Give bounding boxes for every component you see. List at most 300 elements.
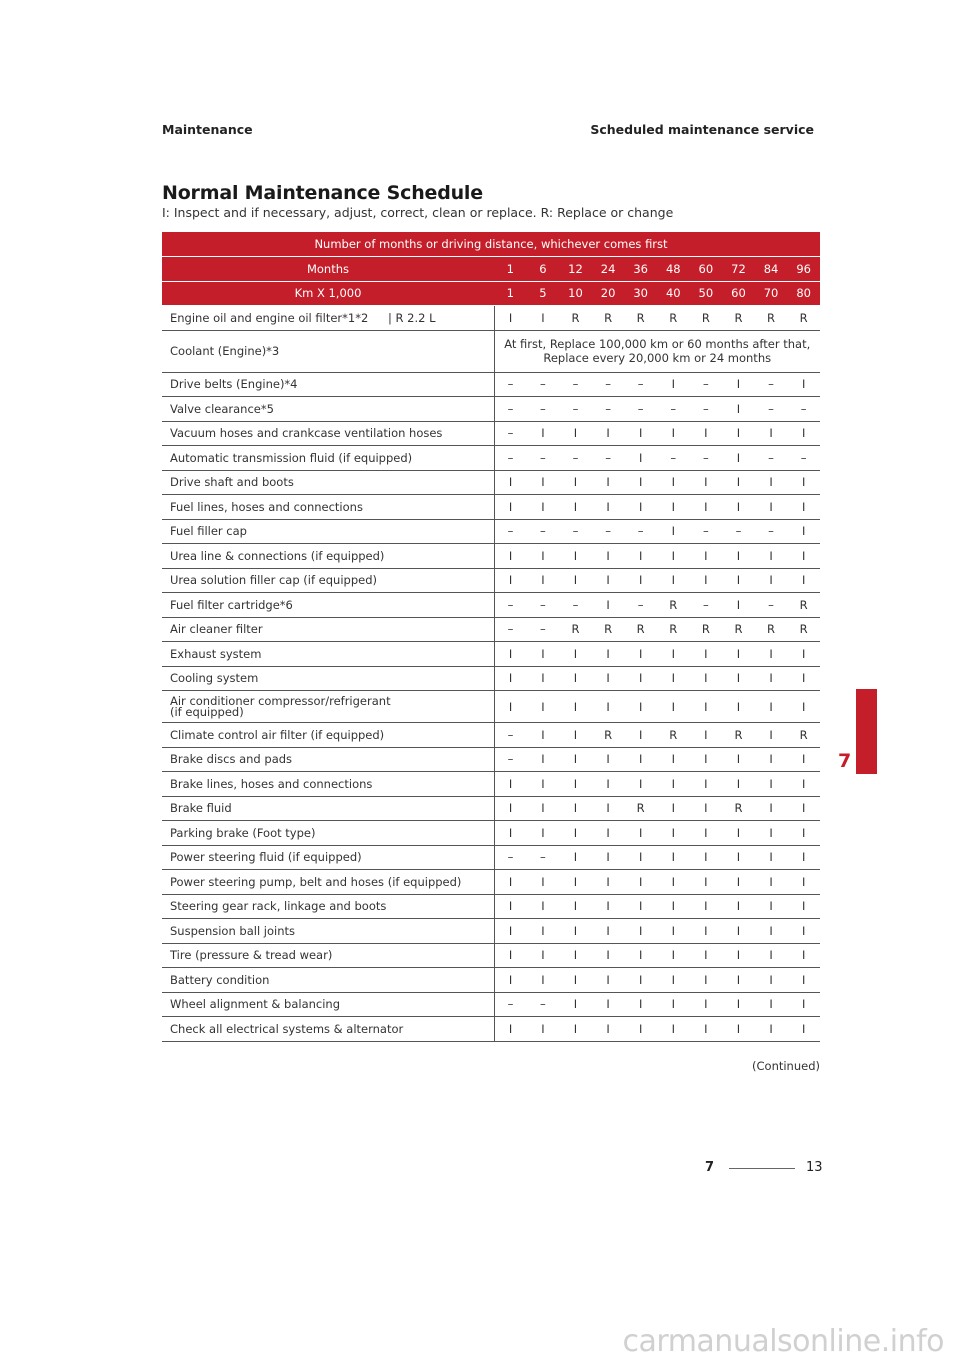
table-row <box>162 642 820 667</box>
schedule-cell: – <box>624 397 657 422</box>
schedule-cell: I <box>527 919 560 944</box>
schedule-cell: I <box>755 642 788 667</box>
schedule-cell: – <box>624 519 657 544</box>
schedule-cell: I <box>755 1017 788 1042</box>
schedule-cell: I <box>592 593 625 618</box>
continued-note: (Continued) <box>752 1059 820 1073</box>
schedule-cell: I <box>592 796 625 821</box>
schedule-cell: I <box>690 919 723 944</box>
item-cell: Fuel lines, hoses and connections <box>162 495 494 520</box>
schedule-cell: I <box>592 666 625 691</box>
schedule-cell: – <box>559 593 592 618</box>
schedule-cell: I <box>657 421 690 446</box>
schedule-cell: I <box>657 772 690 797</box>
schedule-cell: – <box>494 397 527 422</box>
schedule-cell: I <box>494 470 527 495</box>
schedule-cell: I <box>755 968 788 993</box>
months-value: 84 <box>755 257 788 282</box>
schedule-cell: I <box>527 495 560 520</box>
schedule-cell: – <box>755 397 788 422</box>
schedule-cell: – <box>592 397 625 422</box>
schedule-cell: I <box>722 544 755 569</box>
schedule-cell: I <box>690 495 723 520</box>
schedule-cell: I <box>559 723 592 748</box>
item-cell: Brake fluid <box>162 796 494 821</box>
schedule-cell: – <box>527 593 560 618</box>
banner-cell: Number of months or driving distance, whichever comes first <box>162 232 820 257</box>
schedule-cell: I <box>494 919 527 944</box>
schedule-cell: I <box>690 968 723 993</box>
schedule-cell: – <box>624 593 657 618</box>
table-row <box>162 617 820 642</box>
km-value: 5 <box>527 281 560 306</box>
schedule-cell: I <box>494 894 527 919</box>
running-header-section: Maintenance <box>162 122 253 137</box>
schedule-cell: – <box>494 421 527 446</box>
item-cell: Drive belts (Engine)*4 <box>162 372 494 397</box>
schedule-cell: I <box>624 495 657 520</box>
schedule-cell: I <box>722 568 755 593</box>
item-cell: Coolant (Engine)*3 <box>162 330 494 372</box>
schedule-cell: I <box>527 568 560 593</box>
schedule-cell: I <box>592 992 625 1017</box>
schedule-cell: I <box>559 568 592 593</box>
schedule-cell: I <box>755 723 788 748</box>
schedule-cell: I <box>657 845 690 870</box>
schedule-cell: – <box>592 519 625 544</box>
schedule-cell: I <box>690 747 723 772</box>
schedule-cell: I <box>527 421 560 446</box>
schedule-cell: I <box>690 821 723 846</box>
schedule-cell: – <box>494 593 527 618</box>
schedule-cell: I <box>592 943 625 968</box>
schedule-cell: I <box>592 1017 625 1042</box>
schedule-cell: – <box>494 845 527 870</box>
schedule-cell: I <box>755 691 788 723</box>
schedule-cell: I <box>624 691 657 723</box>
schedule-cell: I <box>787 894 820 919</box>
schedule-cell: I <box>624 894 657 919</box>
schedule-cell: – <box>690 519 723 544</box>
schedule-cell: I <box>722 421 755 446</box>
table-row <box>162 544 820 569</box>
schedule-cell: – <box>755 372 788 397</box>
footer-chapter: 7 <box>705 1160 715 1175</box>
table-row <box>162 568 820 593</box>
schedule-cell: I <box>690 894 723 919</box>
table-row <box>162 1017 820 1042</box>
schedule-cell: I <box>787 691 820 723</box>
schedule-cell: I <box>787 919 820 944</box>
schedule-cell: I <box>624 747 657 772</box>
months-value: 72 <box>722 257 755 282</box>
table-row <box>162 666 820 691</box>
schedule-cell: I <box>494 821 527 846</box>
schedule-cell: – <box>690 372 723 397</box>
schedule-cell: I <box>787 568 820 593</box>
schedule-cell: I <box>722 397 755 422</box>
schedule-cell: I <box>527 968 560 993</box>
item-cell: Tire (pressure & tread wear) <box>162 943 494 968</box>
schedule-cell: R <box>787 593 820 618</box>
item-cell: Wheel alignment & balancing <box>162 992 494 1017</box>
coolant-note-line1: At first, Replace 100,000 km or 60 months after that, <box>504 337 811 351</box>
chapter-tab-marker <box>856 689 877 774</box>
item-cell: Automatic transmission fluid (if equipped) <box>162 446 494 471</box>
schedule-cell: I <box>657 919 690 944</box>
months-value: 12 <box>559 257 592 282</box>
table-row <box>162 943 820 968</box>
table-row <box>162 372 820 397</box>
schedule-cell: – <box>494 992 527 1017</box>
schedule-cell: R <box>657 723 690 748</box>
schedule-cell: I <box>592 568 625 593</box>
table-row <box>162 306 820 331</box>
table-row <box>162 446 820 471</box>
schedule-cell: I <box>755 421 788 446</box>
schedule-cell: I <box>722 919 755 944</box>
schedule-cell: I <box>722 446 755 471</box>
schedule-cell: I <box>722 593 755 618</box>
schedule-cell: I <box>494 691 527 723</box>
schedule-cell: – <box>787 446 820 471</box>
schedule-cell: I <box>527 796 560 821</box>
schedule-cell: I <box>527 306 560 331</box>
schedule-cell: I <box>559 470 592 495</box>
table-row <box>162 421 820 446</box>
schedule-cell: I <box>755 772 788 797</box>
item-cell: Fuel filler cap <box>162 519 494 544</box>
schedule-cell: I <box>722 894 755 919</box>
schedule-cell: I <box>592 772 625 797</box>
schedule-cell: I <box>559 968 592 993</box>
schedule-cell: I <box>755 495 788 520</box>
schedule-cell: I <box>722 943 755 968</box>
item-label: Air conditioner compressor/refrigerant <box>170 693 391 708</box>
schedule-cell: I <box>559 870 592 895</box>
schedule-cell: I <box>559 894 592 919</box>
footer-divider <box>729 1168 795 1169</box>
schedule-cell: R <box>722 723 755 748</box>
schedule-cell: I <box>559 821 592 846</box>
schedule-cell: I <box>657 666 690 691</box>
table-row <box>162 397 820 422</box>
schedule-cell: I <box>657 747 690 772</box>
table-row <box>162 845 820 870</box>
schedule-cell: I <box>787 642 820 667</box>
schedule-cell: – <box>657 446 690 471</box>
schedule-cell: R <box>787 306 820 331</box>
banner-row <box>162 232 820 257</box>
schedule-cell: R <box>657 617 690 642</box>
schedule-cell: I <box>722 666 755 691</box>
km-value: 70 <box>755 281 788 306</box>
months-value: 48 <box>657 257 690 282</box>
schedule-cell: I <box>494 642 527 667</box>
schedule-cell: R <box>787 723 820 748</box>
months-value: 36 <box>624 257 657 282</box>
schedule-cell: I <box>690 943 723 968</box>
schedule-cell: I <box>787 1017 820 1042</box>
schedule-cell: I <box>690 544 723 569</box>
schedule-cell: – <box>527 617 560 642</box>
schedule-cell: I <box>494 772 527 797</box>
schedule-cell: I <box>624 772 657 797</box>
km-row <box>162 281 820 306</box>
schedule-cell: – <box>592 372 625 397</box>
schedule-cell: I <box>624 666 657 691</box>
schedule-cell: R <box>624 306 657 331</box>
schedule-cell: I <box>722 968 755 993</box>
schedule-cell: I <box>624 568 657 593</box>
schedule-cell: – <box>559 372 592 397</box>
km-label: Km X 1,000 <box>162 281 494 306</box>
schedule-cell: I <box>787 772 820 797</box>
schedule-cell: I <box>722 747 755 772</box>
schedule-cell: I <box>657 544 690 569</box>
schedule-cell: I <box>559 495 592 520</box>
schedule-cell: I <box>494 796 527 821</box>
schedule-cell: I <box>690 845 723 870</box>
schedule-cell: I <box>527 470 560 495</box>
km-value: 1 <box>494 281 527 306</box>
item-extra-spec: | R 2.2 L <box>388 310 436 325</box>
schedule-cell: I <box>690 642 723 667</box>
schedule-cell: I <box>592 544 625 569</box>
schedule-cell: I <box>787 968 820 993</box>
item-cell <box>162 306 494 331</box>
schedule-cell: I <box>559 421 592 446</box>
schedule-cell: I <box>755 666 788 691</box>
schedule-cell: I <box>494 943 527 968</box>
schedule-cell: I <box>755 544 788 569</box>
schedule-cell: I <box>494 306 527 331</box>
item-cell: Cooling system <box>162 666 494 691</box>
schedule-cell: I <box>624 845 657 870</box>
schedule-cell: R <box>592 306 625 331</box>
table-row <box>162 821 820 846</box>
schedule-cell: – <box>755 593 788 618</box>
schedule-cell: I <box>722 821 755 846</box>
schedule-cell: – <box>657 397 690 422</box>
schedule-cell: I <box>722 870 755 895</box>
schedule-cell: I <box>624 642 657 667</box>
schedule-cell: I <box>559 772 592 797</box>
table-row <box>162 992 820 1017</box>
schedule-cell: I <box>755 470 788 495</box>
schedule-cell: I <box>787 666 820 691</box>
item-cell: Urea line & connections (if equipped) <box>162 544 494 569</box>
schedule-cell: – <box>494 747 527 772</box>
schedule-cell: R <box>690 306 723 331</box>
item-cell: Battery condition <box>162 968 494 993</box>
schedule-cell: I <box>787 519 820 544</box>
schedule-cell: I <box>787 495 820 520</box>
schedule-cell: – <box>527 845 560 870</box>
schedule-cell: – <box>494 617 527 642</box>
schedule-cell: I <box>722 992 755 1017</box>
table-row <box>162 470 820 495</box>
schedule-cell: – <box>755 519 788 544</box>
table-row <box>162 772 820 797</box>
schedule-cell: I <box>755 870 788 895</box>
item-cell: Urea solution filler cap (if equipped) <box>162 568 494 593</box>
schedule-cell: I <box>657 870 690 895</box>
item-cell: Parking brake (Foot type) <box>162 821 494 846</box>
schedule-cell: I <box>559 919 592 944</box>
table-row <box>162 968 820 993</box>
schedule-cell: I <box>787 372 820 397</box>
schedule-cell: I <box>592 894 625 919</box>
running-header-topic: Scheduled maintenance service <box>590 122 814 137</box>
schedule-cell: – <box>494 723 527 748</box>
schedule-cell: R <box>755 306 788 331</box>
schedule-cell: I <box>592 421 625 446</box>
schedule-cell: I <box>657 943 690 968</box>
coolant-note-line2: Replace every 20,000 km or 24 months <box>543 351 772 365</box>
item-cell: Air cleaner filter <box>162 617 494 642</box>
schedule-cell: R <box>624 796 657 821</box>
schedule-cell: – <box>690 397 723 422</box>
schedule-cell: I <box>755 796 788 821</box>
km-value: 80 <box>787 281 820 306</box>
schedule-cell: I <box>722 691 755 723</box>
schedule-cell: I <box>624 870 657 895</box>
schedule-cell: R <box>657 593 690 618</box>
table-row <box>162 330 820 372</box>
schedule-cell: I <box>755 992 788 1017</box>
schedule-cell: – <box>722 519 755 544</box>
table-row <box>162 870 820 895</box>
schedule-cell: I <box>722 772 755 797</box>
table-row <box>162 723 820 748</box>
km-value: 30 <box>624 281 657 306</box>
schedule-cell: I <box>527 544 560 569</box>
schedule-cell: R <box>755 617 788 642</box>
schedule-cell: I <box>787 470 820 495</box>
schedule-cell: I <box>592 968 625 993</box>
schedule-cell: I <box>624 968 657 993</box>
schedule-cell: R <box>559 617 592 642</box>
page-title: Normal Maintenance Schedule <box>162 182 483 204</box>
schedule-cell: I <box>690 796 723 821</box>
table-row <box>162 519 820 544</box>
table-row <box>162 919 820 944</box>
schedule-cell: I <box>787 992 820 1017</box>
schedule-cell: I <box>559 666 592 691</box>
schedule-cell: I <box>755 747 788 772</box>
schedule-cell: – <box>494 372 527 397</box>
schedule-cell: I <box>722 642 755 667</box>
schedule-cell: I <box>494 544 527 569</box>
schedule-cell: I <box>657 568 690 593</box>
schedule-cell: I <box>690 421 723 446</box>
schedule-cell: I <box>494 495 527 520</box>
schedule-cell: I <box>624 544 657 569</box>
table-row <box>162 593 820 618</box>
schedule-cell: – <box>592 446 625 471</box>
schedule-cell: I <box>690 772 723 797</box>
schedule-cell: – <box>690 593 723 618</box>
schedule-cell: – <box>494 519 527 544</box>
schedule-cell: – <box>559 446 592 471</box>
schedule-cell: I <box>787 845 820 870</box>
schedule-cell: I <box>722 1017 755 1042</box>
schedule-cell: I <box>690 992 723 1017</box>
schedule-cell: I <box>690 870 723 895</box>
schedule-cell: I <box>755 919 788 944</box>
schedule-cell: I <box>624 919 657 944</box>
km-value: 60 <box>722 281 755 306</box>
schedule-cell: I <box>527 870 560 895</box>
schedule-cell: I <box>657 894 690 919</box>
months-value: 1 <box>494 257 527 282</box>
schedule-cell: I <box>592 919 625 944</box>
schedule-cell: – <box>494 446 527 471</box>
schedule-cell: R <box>624 617 657 642</box>
item-cell <box>162 691 494 723</box>
item-cell: Power steering fluid (if equipped) <box>162 845 494 870</box>
schedule-cell: I <box>494 666 527 691</box>
schedule-cell: – <box>624 372 657 397</box>
item-cell: Valve clearance*5 <box>162 397 494 422</box>
schedule-cell: – <box>559 397 592 422</box>
item-cell: Vacuum hoses and crankcase ventilation hoses <box>162 421 494 446</box>
table-row <box>162 796 820 821</box>
km-value: 10 <box>559 281 592 306</box>
schedule-cell: I <box>787 870 820 895</box>
schedule-cell: I <box>755 821 788 846</box>
schedule-cell: I <box>527 772 560 797</box>
schedule-cell: I <box>690 568 723 593</box>
schedule-cell: I <box>657 470 690 495</box>
schedule-cell: I <box>592 691 625 723</box>
months-value: 96 <box>787 257 820 282</box>
schedule-cell: I <box>657 691 690 723</box>
schedule-cell: I <box>592 821 625 846</box>
schedule-cell: I <box>657 519 690 544</box>
schedule-cell: I <box>657 968 690 993</box>
schedule-cell: I <box>624 421 657 446</box>
schedule-cell: I <box>690 1017 723 1042</box>
months-value: 60 <box>690 257 723 282</box>
schedule-cell: I <box>657 796 690 821</box>
schedule-cell: I <box>559 747 592 772</box>
schedule-cell: I <box>690 723 723 748</box>
schedule-cell: R <box>787 617 820 642</box>
schedule-cell: I <box>787 796 820 821</box>
chapter-tab-number: 7 <box>838 750 852 772</box>
item-cell: Exhaust system <box>162 642 494 667</box>
schedule-cell: I <box>527 666 560 691</box>
schedule-cell: I <box>787 943 820 968</box>
schedule-cell: I <box>690 691 723 723</box>
item-cell: Power steering pump, belt and hoses (if equipped) <box>162 870 494 895</box>
schedule-cell: – <box>690 446 723 471</box>
item-cell: Steering gear rack, linkage and boots <box>162 894 494 919</box>
schedule-cell: R <box>722 306 755 331</box>
schedule-cell: I <box>722 495 755 520</box>
schedule-cell: R <box>690 617 723 642</box>
months-label: Months <box>162 257 494 282</box>
table-row <box>162 691 820 723</box>
schedule-cell: I <box>787 421 820 446</box>
schedule-cell: I <box>755 894 788 919</box>
schedule-cell: I <box>624 992 657 1017</box>
schedule-cell: R <box>592 723 625 748</box>
item-cell: Brake discs and pads <box>162 747 494 772</box>
schedule-cell: I <box>657 642 690 667</box>
